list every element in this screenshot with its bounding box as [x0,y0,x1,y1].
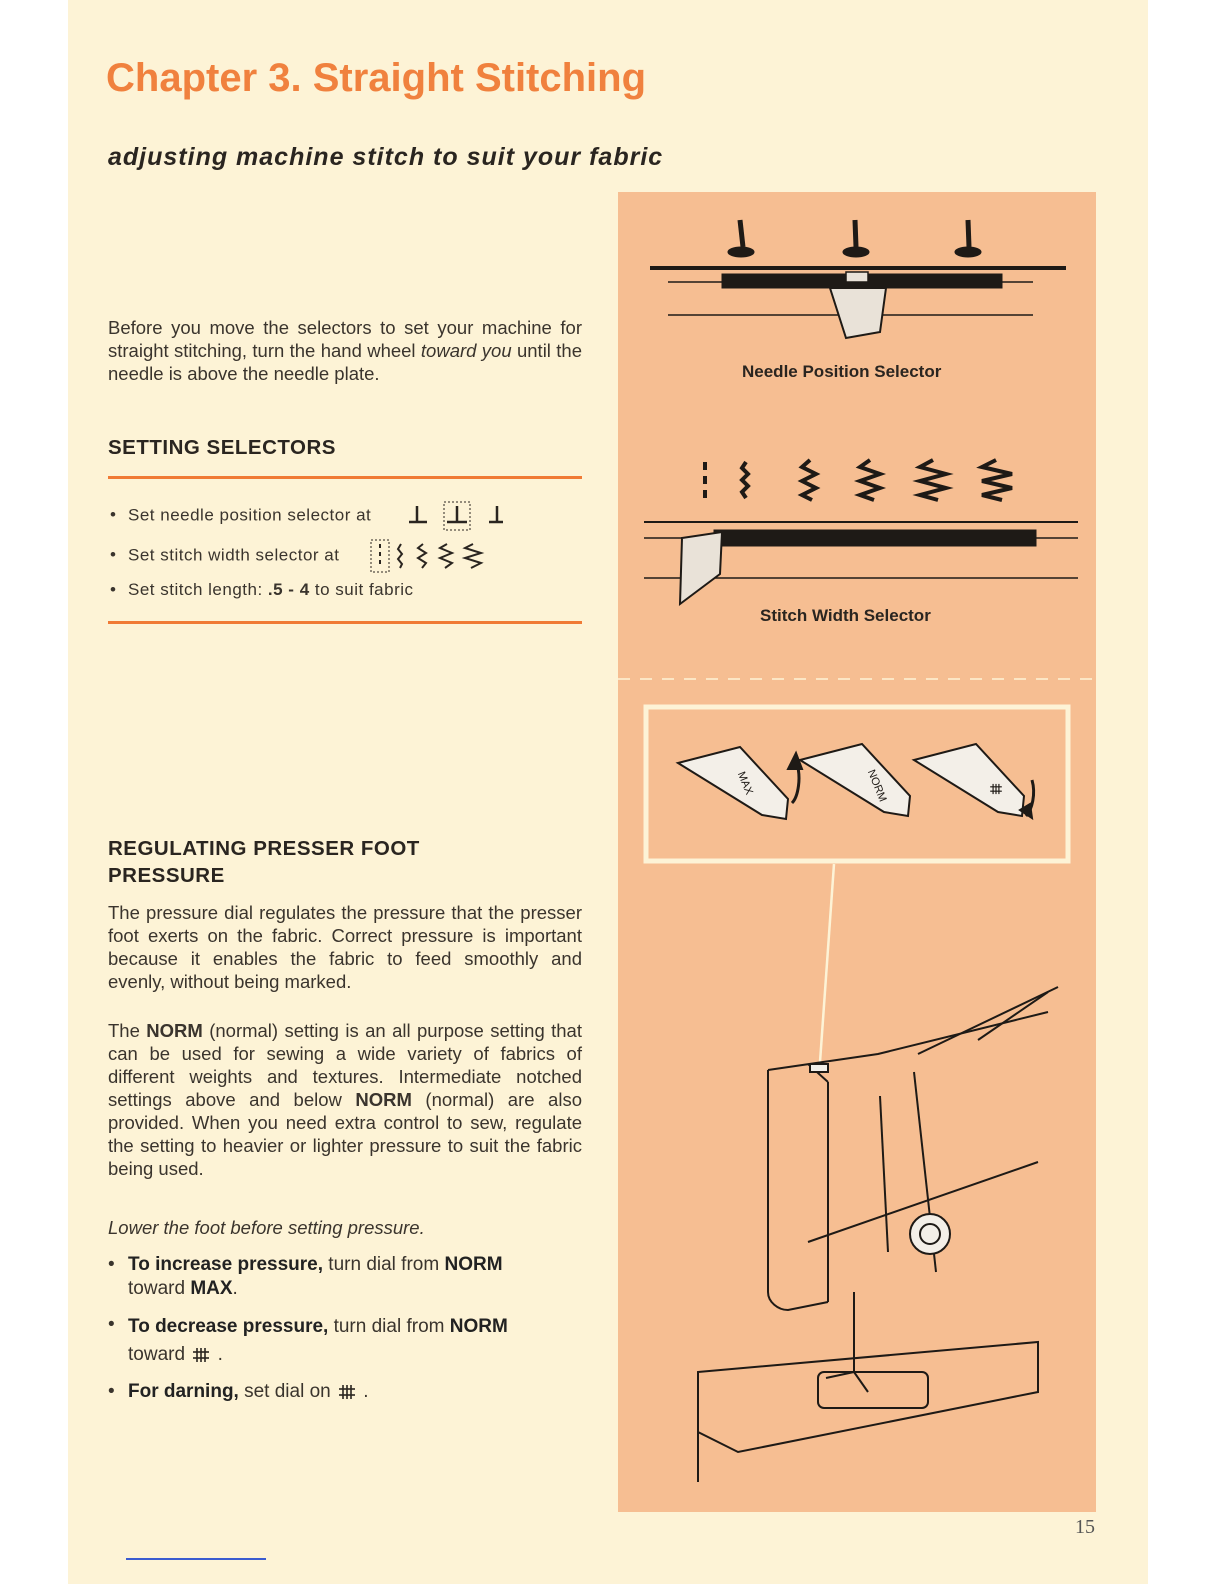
length-prefix: Set stitch length: [128,580,268,599]
p2-e: (normal) are also provided. When you need extra control to sew, regulate the setting to heavier or lighter pressure to suit the fabric being used. [108,1089,582,1179]
increase-text: turn dial from [323,1254,445,1275]
intro-text: Before you move the selectors to set your machine for straight stitching, turn the hand wheel [108,317,582,361]
darning-symbol-icon [988,782,1004,796]
decrease-toward: toward [128,1344,191,1365]
bullet-needle-position: • Set needle position selector at [110,500,511,532]
needle-position-caption: Needle Position Selector [742,362,942,381]
bottom-link-underline [126,1558,266,1560]
length-value: .5 - 4 [267,580,310,599]
intro-emphasis: toward you [420,340,512,361]
stitch-width-caption: Stitch Width Selector [760,606,931,625]
darning-label: For darning, [128,1381,239,1402]
bullet-width-text: Set stitch width selector at [128,545,340,565]
p2-norm-1: NORM [146,1020,203,1041]
machine-head-illustration [698,987,1058,1482]
needle-position-selector-illustration [650,220,1066,338]
divider-top [108,476,582,479]
increase-norm: NORM [444,1254,503,1275]
p2-norm-2: NORM [355,1089,412,1110]
dial-label-darning [988,782,1004,801]
increase-max: MAX [190,1278,233,1299]
decrease-norm: NORM [449,1316,508,1337]
intro-text-end: until the needle is above the needle plate. [108,340,582,384]
heading-line-2: PRESSURE [108,864,225,887]
bullet-stitch-length: • Set stitch length: .5 - 4 to suit fabric [110,580,414,599]
stitch-width-selector-illustration [644,460,1078,604]
bullet-darning: • For darning, set dial on . [108,1381,369,1402]
sewing-machine-illustration [618,192,1096,1512]
bullet-decrease-pressure: • To decrease pressure, turn dial from NORM toward . [108,1314,508,1365]
p2-c: (normal) setting is an all purpose setting that can be used for sewing a wide variety of fabrics of different weights and textures. Intermediate notched settings above and below [108,1020,582,1110]
intro-paragraph [108,316,582,385]
bullet-stitch-width: • Set stitch width selector at [110,538,517,574]
dial-label-max: MAX [734,770,755,797]
pressure-paragraph-2 [108,1019,582,1180]
divider-bottom [108,621,582,624]
setting-selectors-heading: SETTING SELECTORS [108,436,336,459]
darning-symbol-icon [336,1383,358,1401]
presser-foot-heading [108,835,420,889]
length-suffix: to suit fabric [309,580,414,599]
increase-label: To increase pressure, [128,1254,324,1275]
increase-toward: toward [128,1278,191,1299]
pressure-note: Lower the foot before setting pressure. [108,1217,425,1238]
darning-text: set dial on [238,1381,336,1402]
chapter-title: Chapter 3. Straight Stitching [106,56,647,100]
decrease-label: To decrease pressure, [128,1316,329,1337]
page-number: 15 [1075,1516,1095,1538]
bullet-increase-pressure: • To increase pressure, turn dial from NORM toward MAX. [108,1254,503,1299]
dial-label-norm: NORM [864,768,889,804]
stitch-width-symbols-icon [367,538,517,574]
pressure-paragraph-1: The pressure dial regulates the pressure that the presser foot exerts on the fabric. Correct pressure is important because it enables the fabric to feed smoothly and evenly, without being marked. [108,902,582,992]
section-subtitle: adjusting machine stitch to suit your fabric [108,143,664,171]
heading-line-1: REGULATING PRESSER FOOT [108,837,420,860]
pressure-dials-illustration [678,744,1034,1062]
decrease-text: turn dial from [328,1316,450,1337]
darning-symbol-icon [190,1346,212,1364]
p2-a: The [108,1020,147,1041]
illustration-panel [618,192,1096,1512]
needle-position-symbols-icon [401,500,511,532]
bullet-needle-text: Set needle position selector at [128,505,372,525]
